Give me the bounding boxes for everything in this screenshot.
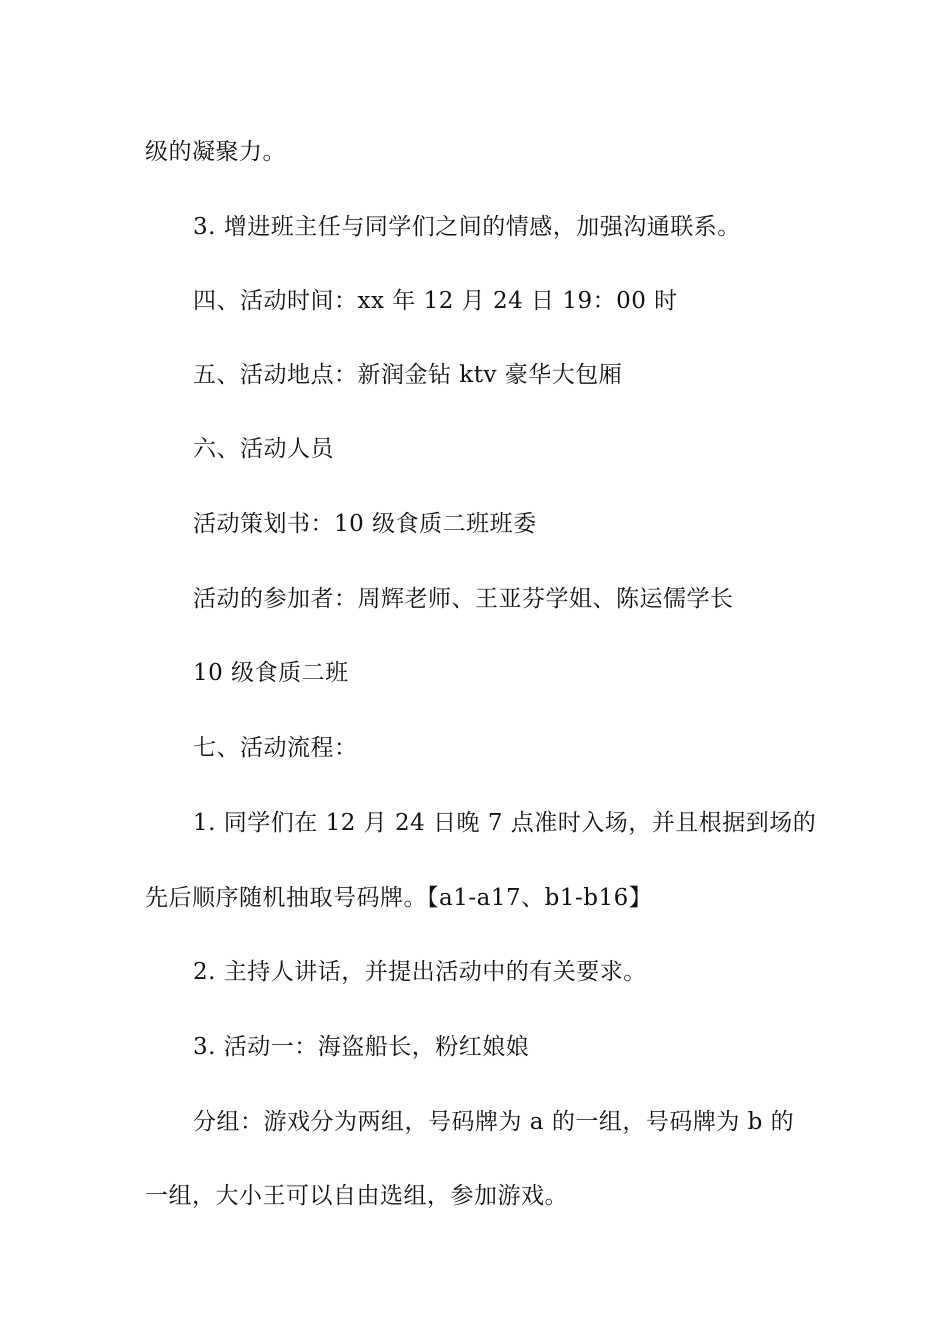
text-line-cohesion: 级的凝聚力。	[145, 139, 286, 165]
section-heading-activity-location: 五、活动地点：新润金钻 ktv 豪华大包厢	[193, 362, 623, 388]
text-line-grouping: 分组：游戏分为两组，号码牌为 a 的一组，号码牌为 b 的	[193, 1109, 795, 1135]
text-line-grouping-cont: 一组，大小王可以自由选组，参加游戏。	[145, 1183, 568, 1209]
text-line-participants: 活动的参加者：周辉老师、王亚芬学姐、陈运儒学长	[193, 586, 734, 612]
text-line-goal-3: 3. 增进班主任与同学们之间的情感，加强沟通联系。	[193, 214, 741, 240]
text-line-planner: 活动策划书：10 级食质二班班委	[193, 511, 537, 537]
text-line-step-2: 2. 主持人讲话，并提出活动中的有关要求。	[193, 959, 647, 985]
section-heading-activity-time: 四、活动时间：xx 年 12 月 24 日 19：00 时	[193, 288, 678, 314]
text-line-step-3: 3. 活动一：海盗船长，粉红娘娘	[193, 1034, 530, 1060]
text-line-step-1: 1. 同学们在 12 月 24 日晚 7 点准时入场，并且根据到场的	[193, 810, 817, 836]
text-line-class: 10 级食质二班	[193, 660, 349, 686]
section-heading-activity-flow: 七、活动流程：	[193, 735, 358, 761]
section-heading-activity-people: 六、活动人员	[193, 436, 334, 462]
text-line-step-1-cont: 先后顺序随机抽取号码牌。【a1-a17、b1-b16】	[145, 885, 653, 911]
